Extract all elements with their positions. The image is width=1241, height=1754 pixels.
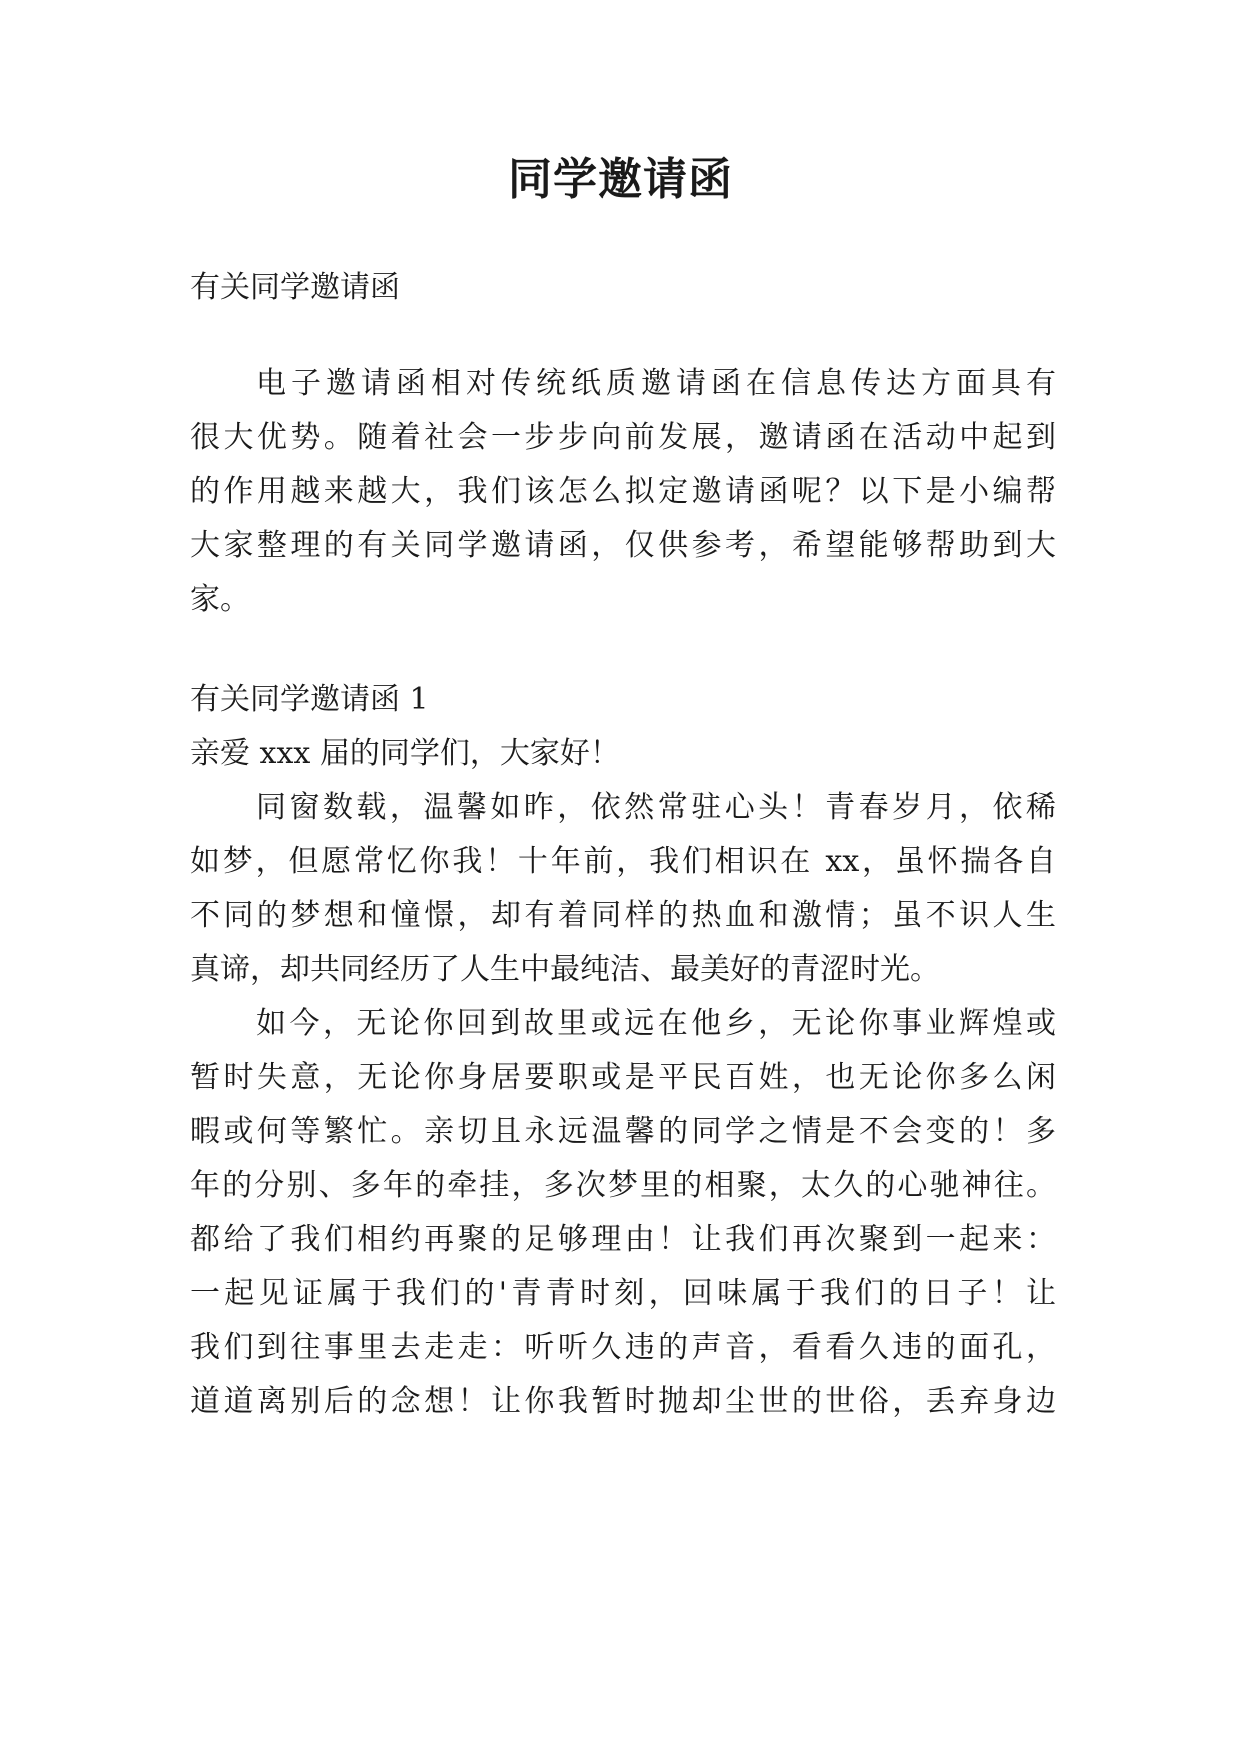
paragraph-line: 如梦，但愿常忆你我！十年前，我们相识在 xx，虽怀揣各自 [190, 844, 1056, 879]
paragraph-line: 我们到往事里去走走：听听久违的声音，看看久违的面孔， [190, 1330, 1056, 1365]
intro-line: 电子邀请函相对传统纸质邀请函在信息传达方面具有 [256, 366, 1056, 401]
section-heading: 有关同学邀请函 1 [190, 682, 429, 717]
intro-line: 大家整理的有关同学邀请函，仅供参考，希望能够帮助到大 [190, 528, 1056, 563]
paragraph-line: 道道离别后的念想！让你我暂时抛却尘世的世俗，丢弃身边 [190, 1384, 1056, 1419]
paragraph-line: 一起见证属于我们的'青青时刻，回味属于我们的日子！让 [190, 1276, 1056, 1311]
intro-line: 很大优势。随着社会一步步向前发展，邀请函在活动中起到 [190, 420, 1056, 455]
greeting: 亲爱 xxx 届的同学们，大家好！ [190, 736, 620, 771]
paragraph-line: 都给了我们相约再聚的足够理由！让我们再次聚到一起来： [190, 1222, 1056, 1257]
document-title: 同学邀请函 [508, 154, 733, 205]
paragraph-line: 如今，无论你回到故里或远在他乡，无论你事业辉煌或 [256, 1006, 1056, 1041]
intro-line: 的作用越来越大，我们该怎么拟定邀请函呢？以下是小编帮 [190, 474, 1056, 509]
intro-line: 家。 [190, 582, 250, 617]
subtitle: 有关同学邀请函 [190, 270, 400, 305]
paragraph-line: 同窗数载，温馨如昨，依然常驻心头！青春岁月，依稀 [256, 790, 1056, 825]
paragraph-line: 不同的梦想和憧憬，却有着同样的热血和激情；虽不识人生 [190, 898, 1056, 933]
paragraph-line: 暇或何等繁忙。亲切且永远温馨的同学之情是不会变的！多 [190, 1114, 1056, 1149]
paragraph-line: 年的分别、多年的牵挂，多次梦里的相聚，太久的心驰神往。 [190, 1168, 1056, 1203]
paragraph-line: 真谛，却共同经历了人生中最纯洁、最美好的青涩时光。 [190, 952, 940, 987]
paragraph-line: 暂时失意，无论你身居要职或是平民百姓，也无论你多么闲 [190, 1060, 1056, 1095]
